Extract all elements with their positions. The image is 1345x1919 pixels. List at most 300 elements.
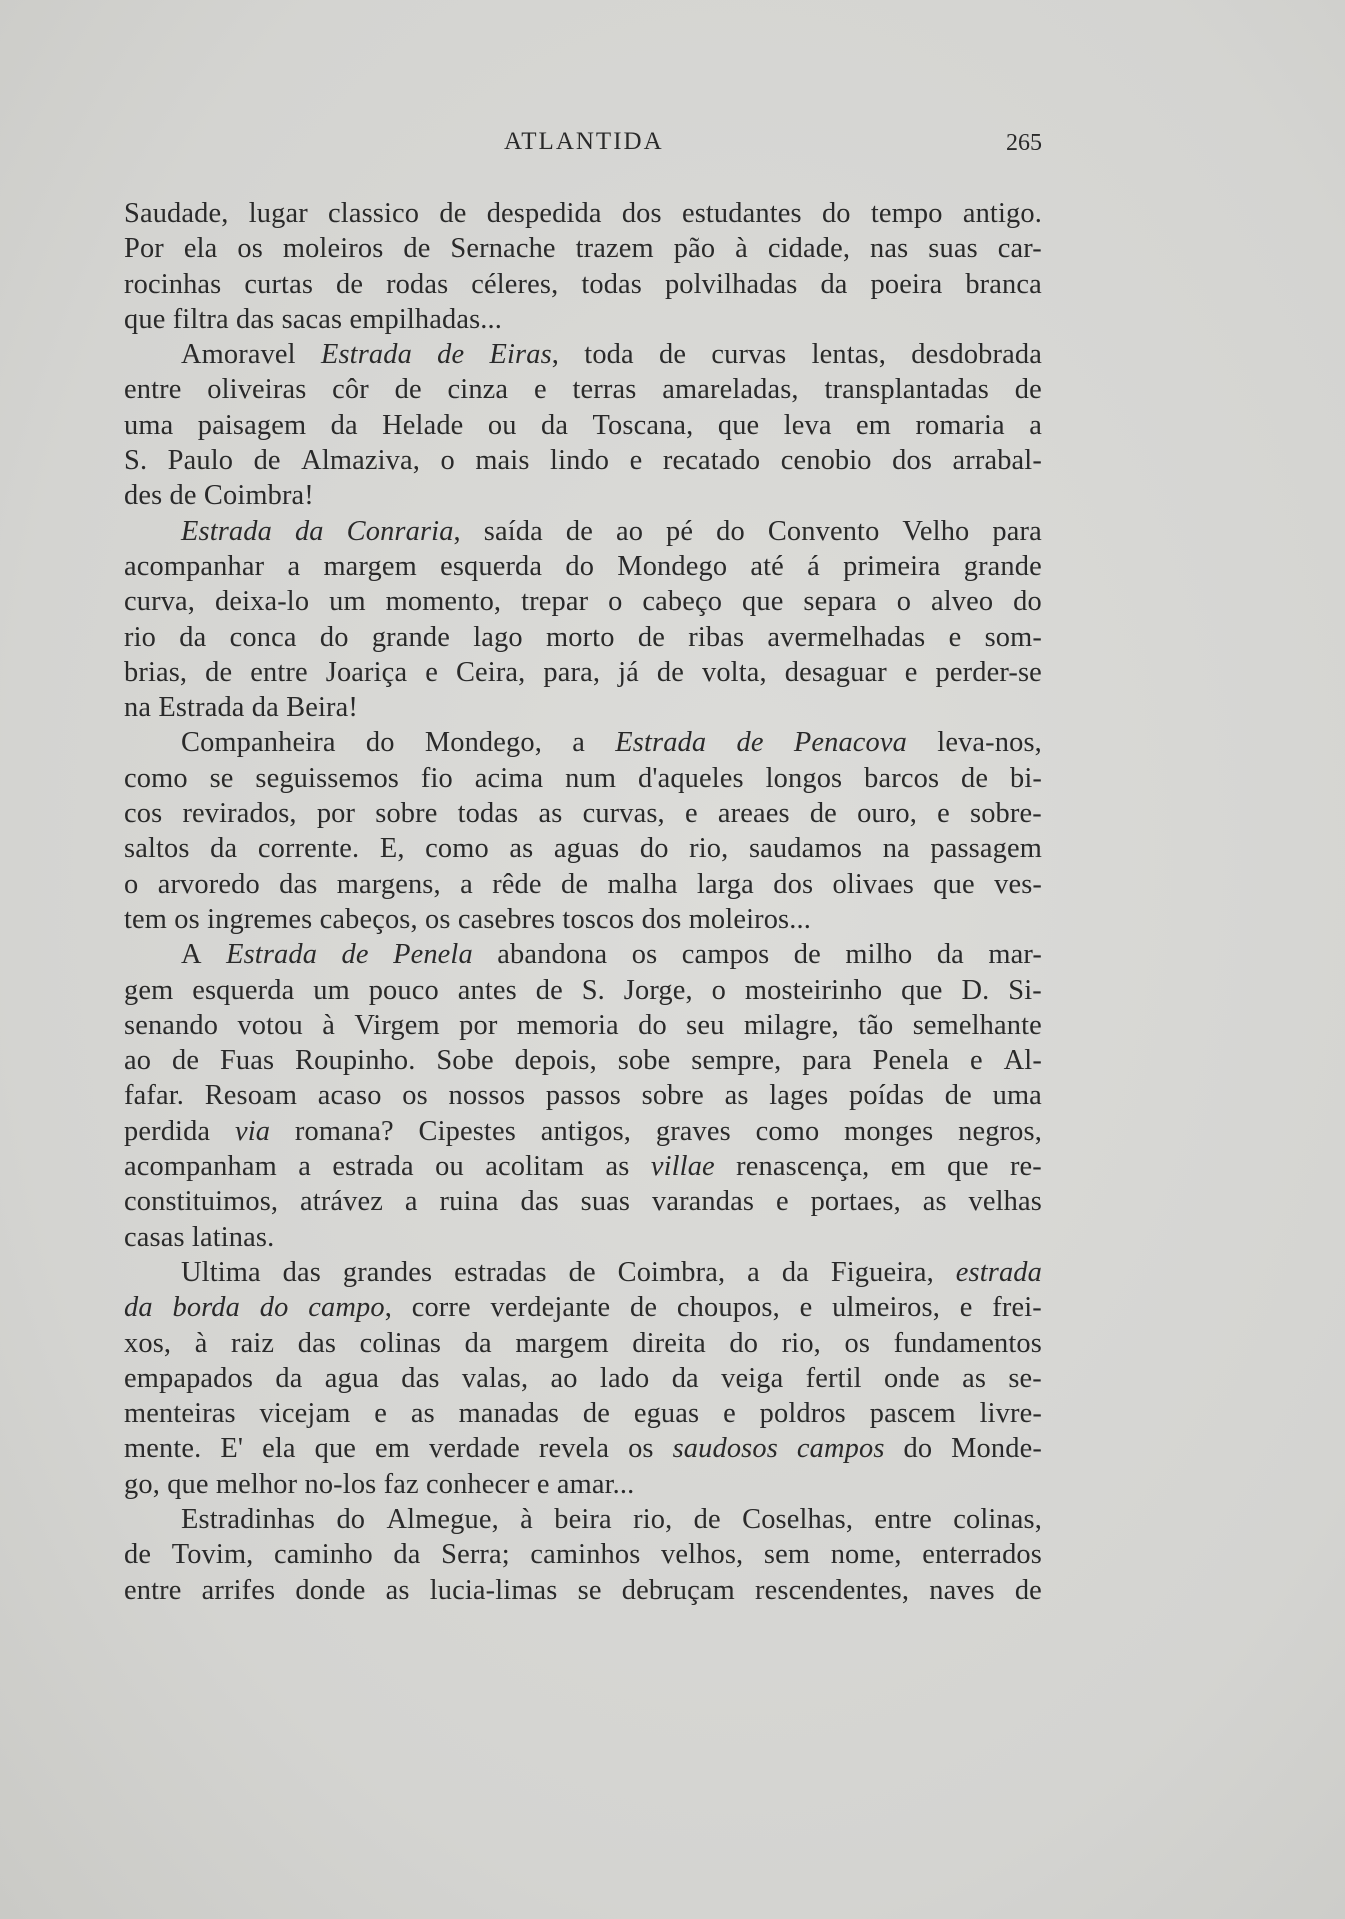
text-line [124, 902, 1042, 937]
word: Eiras, [489, 339, 560, 371]
word: a [1029, 409, 1042, 441]
word: os [237, 233, 263, 265]
word: graves [655, 1115, 731, 1147]
word: acompanhar [124, 550, 265, 582]
running-title: ATLANTIDA [504, 128, 664, 155]
word: acima [474, 762, 544, 794]
word: das [279, 868, 318, 900]
word: as [962, 1362, 987, 1394]
word: à [520, 1503, 533, 1535]
word: na [882, 833, 910, 865]
word: Penela [393, 939, 473, 971]
word: e [533, 374, 547, 406]
word: tão [858, 1009, 894, 1041]
word: abandona [497, 939, 608, 971]
word: as [922, 1186, 947, 1218]
word: constituimos, [124, 1186, 279, 1218]
word: saltos [124, 833, 190, 865]
word: de [568, 1256, 596, 1288]
word: uma [124, 409, 174, 441]
word: semelhante [912, 1009, 1042, 1041]
word: de [693, 1503, 721, 1535]
text-line [124, 443, 1042, 478]
word: pouco [368, 974, 439, 1006]
word: em [856, 409, 892, 441]
word: rodas [386, 268, 449, 300]
word: trepar [521, 586, 589, 618]
word: conca [229, 621, 297, 653]
word: lindo [550, 445, 610, 477]
word: Estradinhas [181, 1503, 316, 1535]
text-line [124, 1114, 1042, 1149]
word: milho [845, 939, 913, 971]
text-line [124, 725, 1042, 760]
word: de [253, 445, 281, 477]
word: e [775, 1186, 789, 1218]
word: momento, [385, 586, 502, 618]
word: ao [124, 1045, 152, 1077]
word: donde [295, 1574, 366, 1606]
word: passagem [930, 833, 1042, 865]
word: rêde [492, 868, 542, 900]
word: da [781, 1256, 809, 1288]
word: que [124, 303, 166, 335]
word: rio [124, 621, 156, 653]
word: leva [783, 409, 832, 441]
word: todas [457, 798, 519, 830]
word: polvilhadas [664, 268, 798, 300]
word: da [393, 1539, 421, 1571]
word: menteiras [124, 1398, 236, 1430]
word: à [322, 1009, 335, 1041]
word: perdida [124, 1115, 211, 1147]
word: Coimbra! [203, 480, 314, 512]
text-line [124, 408, 1042, 443]
word: romaria [915, 409, 1005, 441]
word: vicejam [259, 1398, 351, 1430]
word: Roupinho. [295, 1045, 416, 1077]
word: Penela [872, 1045, 950, 1077]
word: bi- [1010, 762, 1042, 794]
word: nome, [830, 1539, 902, 1571]
word: rio, [689, 833, 729, 865]
word: grande [371, 621, 450, 653]
word: cos [124, 798, 163, 830]
word: sobe [617, 1045, 671, 1077]
word: toscos [562, 903, 635, 935]
word: casebres [457, 903, 556, 935]
text-line [124, 1184, 1042, 1219]
text-line [124, 1573, 1042, 1608]
word: dos [621, 198, 662, 229]
word: Ultima [181, 1256, 261, 1288]
word: Almegue, [386, 1503, 499, 1535]
word: Estrada [181, 515, 272, 547]
word: milagre, [743, 1009, 839, 1041]
word: branca [965, 268, 1042, 300]
word: Sobe [436, 1045, 494, 1077]
word: do [821, 198, 851, 229]
word: dos [641, 903, 682, 935]
word: negros, [958, 1115, 1042, 1147]
word: ulmeiros, [832, 1292, 940, 1324]
word: esquerda [440, 550, 543, 582]
word: corrente. [257, 833, 360, 865]
word: saída [483, 515, 543, 547]
word: de [961, 762, 989, 794]
text-line [124, 372, 1042, 407]
word: esquerda [192, 974, 295, 1006]
word: lago [473, 621, 523, 653]
word: e [684, 798, 698, 830]
word: atrávez [300, 1186, 384, 1218]
word: de [437, 339, 465, 371]
word: e [904, 656, 918, 688]
word: melhor [215, 1468, 298, 1500]
word: de [659, 339, 687, 371]
word: e [374, 1398, 388, 1430]
word: mais [475, 445, 530, 477]
text-line [124, 196, 1042, 231]
word: as [509, 833, 534, 865]
word: cabeços, [319, 903, 418, 935]
word: S. [581, 974, 605, 1006]
word: de [169, 480, 197, 512]
word: as [605, 1151, 630, 1183]
word: de [944, 1080, 972, 1112]
word: livre- [979, 1398, 1042, 1430]
word: lentas, [811, 339, 886, 371]
word: cenobio [780, 445, 872, 477]
word: nossos [448, 1080, 526, 1112]
word: os [628, 1433, 654, 1465]
word: de [1014, 374, 1042, 406]
word: desaguar [784, 656, 887, 688]
word: de [336, 268, 364, 300]
word: villae [650, 1151, 715, 1183]
word: direita [632, 1327, 706, 1359]
word: campos [681, 939, 770, 971]
word: margem [515, 1327, 609, 1359]
word: o [896, 586, 912, 618]
word: das [282, 1256, 321, 1288]
page-number: 265 [1006, 130, 1042, 156]
word: ruina [439, 1186, 499, 1218]
word: debruçam [621, 1574, 735, 1606]
word: em [375, 1433, 410, 1465]
word: agua [324, 1362, 379, 1394]
word: sempre, [691, 1045, 782, 1077]
word: ingremes [207, 903, 313, 935]
word: do [259, 1292, 289, 1324]
word: naves [929, 1574, 995, 1606]
text-line [124, 1537, 1042, 1572]
text-line [124, 973, 1042, 1008]
word: Estrada [615, 727, 707, 759]
word: num [565, 762, 617, 794]
word: borda [172, 1292, 240, 1324]
text-line [124, 937, 1042, 972]
word: curvas [711, 339, 787, 371]
word: da [936, 939, 964, 971]
word: leva-nos, [937, 727, 1042, 759]
word: Penacova [793, 727, 908, 759]
word: malha [607, 868, 678, 900]
word: classico [328, 198, 420, 229]
word: na [124, 692, 152, 724]
word: colinas, [953, 1503, 1042, 1535]
word: margem [323, 550, 417, 582]
word: de [394, 374, 422, 406]
word: Si- [1008, 974, 1042, 1006]
word: entre [250, 656, 308, 688]
word: e [425, 656, 438, 688]
word: suas [580, 1186, 631, 1218]
word: por [459, 1009, 498, 1041]
word: de [793, 939, 821, 971]
word: volta, [701, 656, 767, 688]
word: Toscana, [592, 409, 694, 441]
word: Joariça [325, 656, 408, 688]
word: E' [220, 1433, 244, 1465]
word: latinas. [191, 1221, 275, 1253]
word: à [735, 233, 748, 265]
word: fertil [805, 1362, 862, 1394]
word: para [802, 1045, 852, 1077]
word: Virgem [354, 1009, 440, 1041]
word: das [520, 1186, 559, 1218]
word: um [329, 586, 366, 618]
word: do [319, 621, 349, 653]
word: Companheira [181, 727, 336, 759]
word: de [656, 656, 684, 688]
word: brias, [124, 656, 188, 688]
word: côr [332, 374, 369, 406]
word: do [639, 833, 669, 865]
word: saudosos [672, 1433, 778, 1465]
word: Paulo [167, 445, 234, 477]
text-line [124, 1467, 1042, 1502]
word: grande [963, 550, 1042, 582]
word: Estrada [158, 692, 245, 724]
word: ela [262, 1433, 296, 1465]
text-line [124, 867, 1042, 902]
word: no-los [304, 1468, 377, 1500]
word: fafar. [124, 1080, 184, 1112]
word: da [179, 621, 207, 653]
word: da [464, 1327, 492, 1359]
word: longos [765, 762, 843, 794]
word: para, [543, 656, 601, 688]
text-line [124, 302, 1042, 337]
word: velhos, [661, 1539, 744, 1571]
word: pão [673, 233, 716, 265]
word: revela [538, 1433, 610, 1465]
word: do [565, 550, 595, 582]
word: rescendentes, [755, 1574, 910, 1606]
word: areaes [717, 798, 790, 830]
word: de [205, 656, 233, 688]
word: memoria [516, 1009, 619, 1041]
word: lages [769, 1080, 829, 1112]
word: das [297, 1327, 337, 1359]
word: tem [124, 903, 168, 935]
text-line [124, 478, 1042, 513]
word: amar... [556, 1468, 635, 1500]
text-line [124, 1220, 1042, 1255]
word: a [287, 550, 301, 582]
word: dos [773, 868, 814, 900]
word: da [251, 692, 279, 724]
word: Convento [767, 515, 880, 547]
word: do [638, 1009, 667, 1041]
word: fio [420, 762, 453, 794]
word: estudantes [681, 198, 802, 229]
word: trazem [575, 233, 654, 265]
word: sobre [375, 798, 438, 830]
word: os [631, 939, 658, 971]
word: Beira! [286, 692, 358, 724]
text-line [124, 514, 1042, 549]
text-line [124, 1361, 1042, 1396]
word: como [124, 762, 188, 794]
word: e [959, 1292, 973, 1324]
word: a [298, 1151, 311, 1183]
word: e [799, 1292, 813, 1324]
word: Sernache [450, 233, 556, 265]
word: do [903, 1433, 933, 1465]
word: de [809, 798, 837, 830]
word: ao [550, 1362, 578, 1394]
word: a [404, 1186, 418, 1218]
word: as [385, 1574, 410, 1606]
word: acompanham [124, 1151, 277, 1183]
word: tempo [870, 198, 943, 229]
word: estradas [454, 1256, 547, 1288]
word: re- [1009, 1151, 1042, 1183]
text-line [124, 655, 1042, 690]
word: ela [183, 233, 218, 265]
word: ou [435, 1151, 464, 1183]
word: oliveiras [207, 374, 307, 406]
word: que [947, 1151, 989, 1183]
text-line [124, 1043, 1042, 1078]
word: da [275, 1362, 303, 1394]
word: caminhos [530, 1539, 641, 1571]
word: as [724, 1080, 749, 1112]
word: senando [124, 1009, 219, 1041]
word: de [582, 1398, 610, 1430]
word: pé [666, 515, 694, 547]
word: da [210, 833, 238, 865]
word: caminho [274, 1539, 373, 1571]
word: cabeço [642, 586, 723, 618]
word: que [901, 974, 943, 1006]
word: até [750, 550, 784, 582]
word: entre [124, 1574, 182, 1606]
word: da [330, 409, 358, 441]
word: antigos, [540, 1115, 632, 1147]
word: enterrados [922, 1539, 1042, 1571]
word: Ceira, [455, 656, 526, 688]
word: beira [554, 1503, 612, 1535]
word: ribas [688, 621, 745, 653]
word: acaso [317, 1080, 382, 1112]
word: Resoam [204, 1080, 298, 1112]
word: nas [870, 233, 909, 265]
word: do [1013, 586, 1042, 618]
word: renascença, [736, 1151, 870, 1183]
word: de [439, 198, 467, 229]
word: manadas [458, 1398, 560, 1430]
word: Mondego, [424, 727, 542, 759]
word: xos, [124, 1327, 172, 1359]
word: onde [884, 1362, 940, 1394]
text-line [124, 796, 1042, 831]
word: para [992, 515, 1042, 547]
word: mar- [988, 939, 1042, 971]
word: colinas [359, 1327, 442, 1359]
word: casas [124, 1221, 185, 1253]
text-line [124, 549, 1042, 584]
word: da [294, 515, 324, 547]
word: Coselhas, [742, 1503, 854, 1535]
word: via [234, 1115, 271, 1147]
word: suas [928, 233, 978, 265]
word: fundamentos [893, 1327, 1042, 1359]
word: larga [696, 868, 754, 900]
word: d'aqueles [637, 762, 744, 794]
word: lucia-limas [429, 1574, 558, 1606]
word: o [124, 868, 139, 900]
word: do [716, 515, 745, 547]
word: em [890, 1151, 926, 1183]
word: verdade [428, 1433, 520, 1465]
word: que [933, 868, 975, 900]
word: à [194, 1327, 208, 1359]
word: arrifes [201, 1574, 276, 1606]
word: arrabal- [952, 445, 1042, 477]
word: romana? [294, 1115, 394, 1147]
word: veiga [721, 1362, 784, 1394]
word: mente. [124, 1433, 202, 1465]
word: Por [124, 233, 164, 265]
word: E, [379, 833, 405, 865]
word: deixa-lo [214, 586, 310, 618]
text-line [124, 1008, 1042, 1043]
word: saudamos [748, 833, 863, 865]
word: sobre- [970, 798, 1042, 830]
word: e [948, 621, 962, 653]
word: os [402, 1080, 428, 1112]
word: de [1014, 1574, 1042, 1606]
text-line [124, 267, 1042, 302]
word: uma [992, 1080, 1042, 1112]
word: depois, [514, 1045, 597, 1077]
word: cinza [447, 374, 509, 406]
word: eguas [633, 1398, 700, 1430]
word: corre [411, 1292, 471, 1324]
word: já [618, 656, 639, 688]
word: o [440, 445, 455, 477]
word: campo, [308, 1292, 392, 1324]
word: arvoredo [157, 868, 260, 900]
word: Monde- [951, 1433, 1042, 1465]
word: votou [237, 1009, 303, 1041]
text-line [124, 584, 1042, 619]
word: S. [124, 445, 148, 477]
word: se [209, 762, 234, 794]
